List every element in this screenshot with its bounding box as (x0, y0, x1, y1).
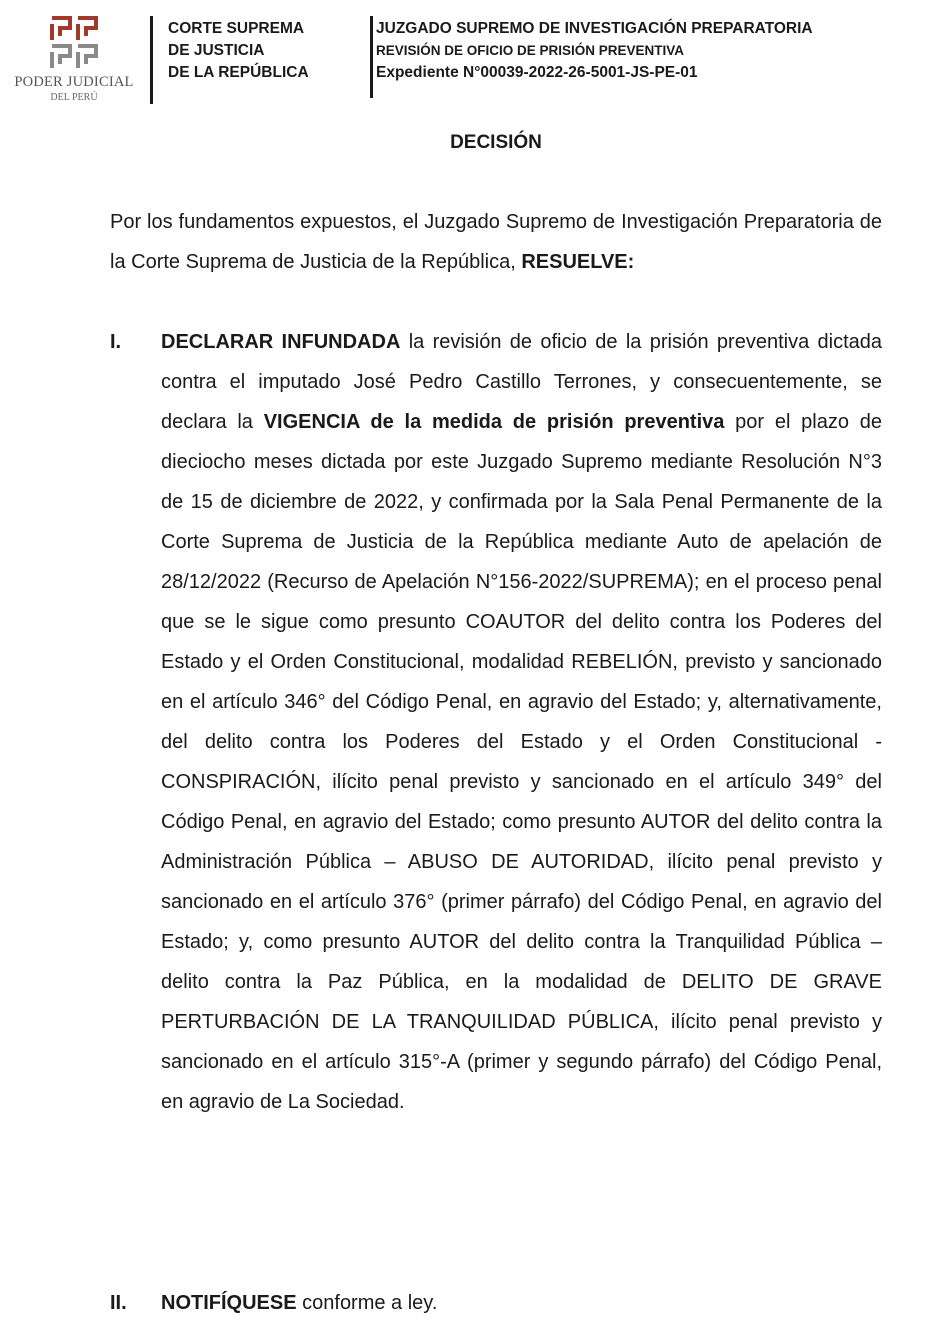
item-body-1: la revisión de oficio de la prisión preventiva dictada contra el imputado José Pedro Castillo Terrones, y consecuentemente, se declara la (161, 331, 882, 433)
item-lead: NOTIFÍQUESE (161, 1292, 297, 1314)
item-text (161, 322, 882, 1122)
poder-judicial-logo (14, 14, 134, 103)
intro-text: Por los fundamentos expuestos, el Juzgado Supremo de Investigación Preparatoria de la Corte Suprema de Justicia de la República, (110, 211, 882, 273)
item-emphasis: VIGENCIA de la medida de prisión preventiva (263, 411, 725, 433)
court-name (168, 18, 309, 84)
case-info (376, 18, 813, 84)
header-divider-1 (150, 16, 153, 104)
item-text (161, 1283, 882, 1323)
poder-judicial-emblem-icon (48, 14, 100, 70)
document-header (0, 0, 926, 130)
section-title: DECISIÓN (450, 132, 542, 153)
resolution-item-1 (110, 322, 882, 1122)
intro-resuelve: RESUELVE: (521, 251, 635, 273)
intro-paragraph (110, 202, 882, 282)
case-subject: REVISIÓN DE OFICIO DE PRISIÓN PREVENTIVA (376, 43, 685, 58)
court-line-1: CORTE SUPREMA (168, 20, 305, 37)
case-number: Expediente N°00039-2022-26-5001-JS-PE-01 (376, 64, 698, 81)
logo-line-2: DEL PERÚ (50, 92, 98, 103)
court-line-2: DE JUSTICIA (168, 42, 265, 59)
item-lead: DECLARAR INFUNDADA (161, 331, 401, 353)
court-unit: JUZGADO SUPREMO DE INVESTIGACIÓN PREPARATORIA (376, 20, 813, 37)
header-divider-2 (370, 16, 373, 98)
court-line-3: DE LA REPÚBLICA (168, 64, 309, 81)
item-number: I. (110, 331, 122, 353)
item-body-2: por el plazo de dieciocho meses dictada por este Juzgado Supremo mediante Resolución N°3 de 15 de diciembre de 2022, y confirmada por la Sala Penal Permanente de la Corte Suprema de Justicia de la República mediante Auto de apelación de 28/12/2022 (Recurso de Apelación N°156-2022/SUPREMA); en el proceso penal que se le sigue como presunto COAUTOR del delito contra los Poderes del Estado y el Orden Constitucional, modalidad REBELIÓN, previsto y sancionado en el artículo 346° del Código Penal, en agravio del Estado; y, alternativamente, del delito contra los Poderes del Estado y el Orden Constitucional - CONSPIRACIÓN, ilícito penal previsto y sancionado en el artículo 349° del Código Penal, en agravio del Estado; como presunto AUTOR del delito contra la Administración Pública – ABUSO DE AUTORIDAD, ilícito penal previsto y sancionado en el artículo 376° (primer párrafo) del Código Penal, en agravio del Estado; y, como presunto AUTOR del delito contra la Tranquilidad Pública – delito contra la Paz Pública, en la modalidad de DELITO DE GRAVE PERTURBACIÓN DE LA TRANQUILIDAD PÚBLICA, ilícito penal previsto y sancionado en el artículo 315°-A (primer y segundo párrafo) del Código Penal, en agravio de La Sociedad. (161, 411, 883, 1113)
resolution-item-2 (110, 1283, 882, 1323)
item-body-1: conforme a ley. (296, 1292, 438, 1314)
item-number: II. (110, 1292, 127, 1314)
logo-line-1: PODER JUDICIAL (14, 74, 134, 90)
